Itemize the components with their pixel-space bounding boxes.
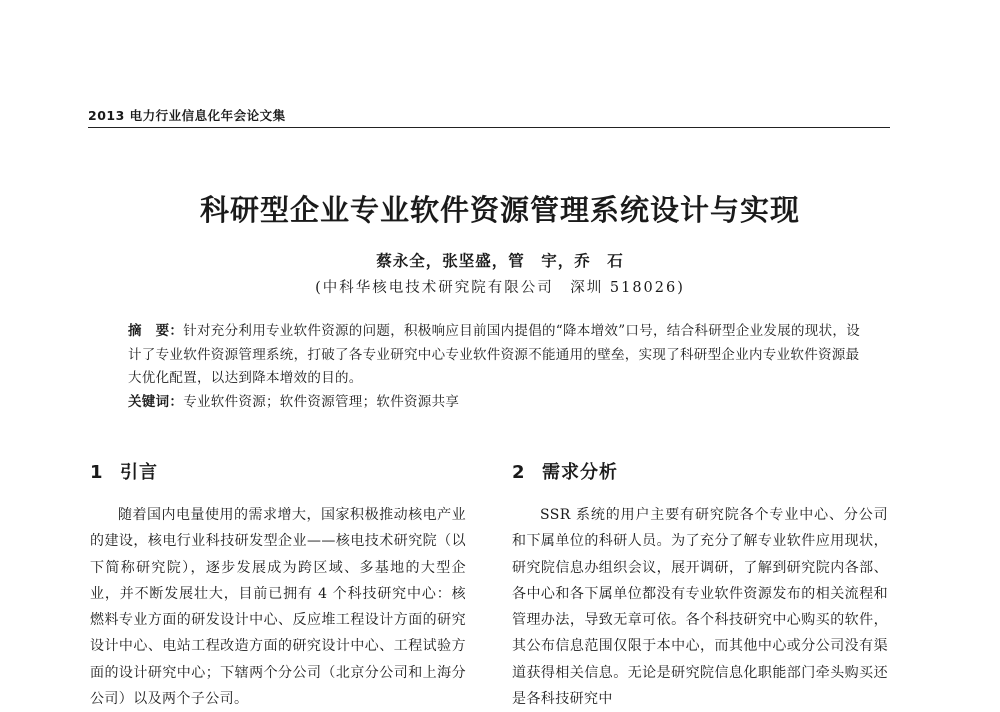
section-title: 需求分析 xyxy=(542,462,618,483)
section-heading xyxy=(512,460,888,486)
section-body: SSR 系统的用户主要有研究院各个专业中心、分公司和下属单位的科研人员。为了充分了解专业软件应用现状，研究院信息办组织会议，展开调研，了解到研究院内各部、各中心和各下属单位都没有专业软件资源发布的相关流程和管理办法，导致无章可依。各个科技研究中心购买的软件，其公布信息范围仅限于本中心，而其他中心或分公司没有渠道获得相关信息。无论是研究院信息化职能部门牵头购买还是各科技研究中 xyxy=(512,507,888,708)
section-title: 引言 xyxy=(120,462,158,483)
keywords-label: 关键词： xyxy=(128,393,184,410)
running-header: 2013 电力行业信息化年会论文集 xyxy=(88,108,286,123)
keywords-text: 专业软件资源；软件资源管理；软件资源共享 xyxy=(183,393,460,410)
paper-authors: 蔡永全，张坚盛，管 宇，乔 石 xyxy=(376,252,624,270)
section-introduction xyxy=(90,460,466,712)
paper-affiliation: (中科华核电技术研究院有限公司 深圳 518026) xyxy=(315,280,685,296)
keywords-paragraph xyxy=(128,391,868,415)
abstract-paragraph xyxy=(128,320,868,391)
section-number: 2 xyxy=(512,462,526,483)
section-heading xyxy=(90,460,466,486)
section-body: 随着国内电量使用的需求增大，国家积极推动核电产业的建设，核电行业科技研发型企业——核电技术研究院（以下简称研究院），逐步发展成为跨区域、多基地的大型企业，并不断发展壮大，目前已拥有 4 个科技研究中心：核燃料专业方面的研发设计中心、反应堆工程设计方面的研究设计中心、电站工程改造方面的研究设计中心、工程试验方面的设计研究中心；下辖两个分公司（北京分公司和上海分公司）以及两个子公司。 xyxy=(90,507,466,708)
header-rule xyxy=(88,127,890,128)
paper-title: 科研型企业专业软件资源管理系统设计与实现 xyxy=(199,193,800,227)
abstract-block xyxy=(128,320,868,414)
section-number: 1 xyxy=(90,462,104,483)
abstract-label: 摘 要： xyxy=(128,323,184,339)
section-requirements xyxy=(512,460,888,712)
abstract-text: 针对充分利用专业软件资源的问题，积极响应目前国内提倡的“降本增效”口号，结合科研型企业发展的现状，设计了专业软件资源管理系统，打破了各专业研究中心专业软件资源不能通用的壁垒，实现了科研型企业内专业软件资源最大优化配置，以达到降本增效的目的。 xyxy=(128,323,861,386)
